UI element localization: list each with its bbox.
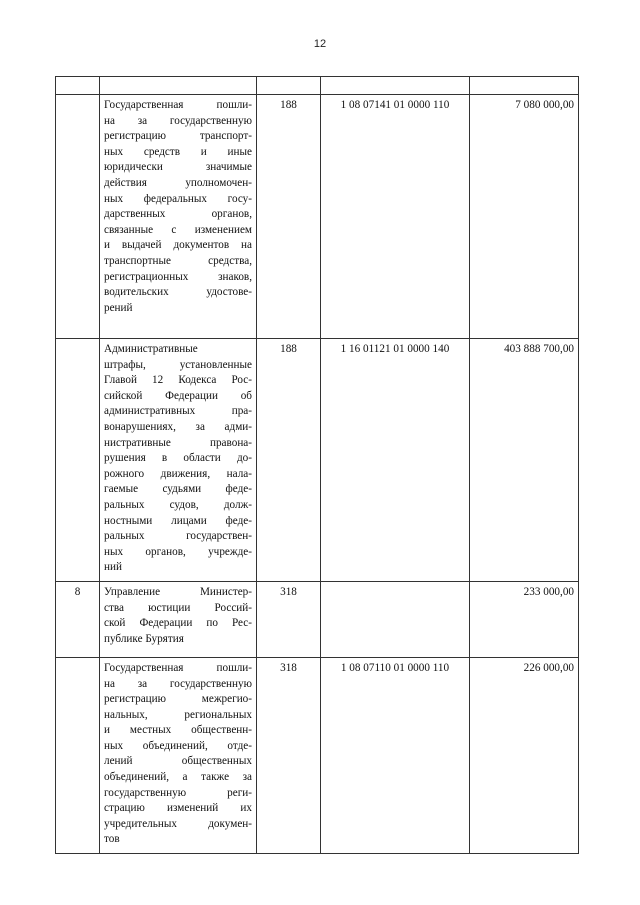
text-line: связанные с изменением: [104, 223, 252, 236]
text-line: страцию изменений их: [104, 802, 252, 815]
text-line: гаемые судьями феде-: [104, 483, 252, 496]
text-line: вонарушениях, за адми-: [104, 420, 252, 433]
table-header-blank-row: [56, 77, 579, 95]
text-line: транспортные средства,: [104, 254, 252, 267]
text-line: на за государственную: [104, 677, 252, 690]
table-cell-name: [100, 77, 257, 95]
revenue-name: [100, 339, 257, 582]
text-line: сийской Федерации об: [104, 389, 252, 402]
text-line: государственную реги-: [104, 786, 252, 799]
budget-classification-code: 1 08 07141 01 0000 110: [321, 95, 470, 339]
row-number: 8: [56, 581, 100, 657]
text-line: учредительных докумен-: [104, 817, 252, 830]
text-line: нальных, региональных: [104, 708, 252, 721]
amount: 226 000,00: [470, 657, 579, 853]
text-line: объединений, а также за: [104, 771, 252, 784]
table-cell-code: [257, 77, 321, 95]
text-line: ностными лицами феде-: [104, 514, 252, 527]
table-cell-num: [56, 77, 100, 95]
text-line: рений: [104, 301, 133, 314]
text-line: ральных судов, долж-: [104, 498, 252, 511]
text-line: и местных общественн-: [104, 724, 252, 737]
text-line: и выдачей документов на: [104, 239, 252, 252]
table-row: [56, 581, 579, 657]
text-line: ний: [104, 561, 122, 574]
text-line: ных объединений, отде-: [104, 739, 252, 752]
admin-code: 318: [257, 657, 321, 853]
text-line: на за государственную: [104, 114, 252, 127]
text-line: ральных государствен-: [104, 530, 252, 543]
table-cell-sum: [470, 77, 579, 95]
admin-code: 318: [257, 581, 321, 657]
amount: 233 000,00: [470, 581, 579, 657]
budget-classification-code: [321, 581, 470, 657]
text-line: регистрационных знаков,: [104, 270, 252, 283]
admin-code: 188: [257, 95, 321, 339]
text-line: Государственная пошли-: [104, 99, 252, 111]
text-line: нистративные правона-: [104, 436, 252, 449]
table-cell-kbk: [321, 77, 470, 95]
table-row: [56, 657, 579, 853]
text-line: ных федеральных госу-: [104, 192, 252, 205]
revenue-table: [55, 76, 579, 854]
text-line: рожного движения, нала-: [104, 467, 252, 480]
text-line: лений общественных: [104, 755, 252, 768]
page-number: 12: [313, 38, 327, 50]
text-line: штрафы, установленные: [104, 358, 252, 371]
budget-classification-code: 1 08 07110 01 0000 110: [321, 657, 470, 853]
text-line: Административные: [104, 343, 198, 355]
row-number: [56, 339, 100, 582]
budget-classification-code: 1 16 01121 01 0000 140: [321, 339, 470, 582]
text-line: ных органов, учрежде-: [104, 545, 252, 558]
text-line: действия уполномочен-: [104, 176, 252, 189]
text-line: регистрацию транспорт-: [104, 130, 252, 143]
text-line: Управление Министер-: [104, 585, 252, 598]
text-line: административных пра-: [104, 405, 252, 418]
row-number: [56, 657, 100, 853]
admin-code: 188: [257, 339, 321, 582]
revenue-name: [100, 95, 257, 339]
text-line: ства юстиции Россий-: [104, 601, 252, 614]
table-row: [56, 339, 579, 582]
text-line: Главой 12 Кодекса Рос-: [104, 374, 252, 387]
text-line: дарственных органов,: [104, 208, 252, 221]
text-line: регистрацию межрегио-: [104, 693, 252, 706]
row-number: [56, 95, 100, 339]
table-row: [56, 95, 579, 339]
text-line: ных средств и иные: [104, 145, 252, 158]
text-line: юридически значимые: [104, 161, 252, 174]
amount: 7 080 000,00: [470, 95, 579, 339]
revenue-name: [100, 581, 257, 657]
text-line: ской Федерации по Рес-: [104, 617, 252, 630]
text-line: водительских удостове-: [104, 286, 252, 299]
text-line: тов: [104, 833, 120, 846]
amount: 403 888 700,00: [470, 339, 579, 582]
text-line: Государственная пошли-: [104, 661, 252, 674]
text-line: публике Бурятия: [104, 632, 184, 645]
text-line: рушения в области до-: [104, 452, 252, 465]
revenue-name: [100, 657, 257, 853]
